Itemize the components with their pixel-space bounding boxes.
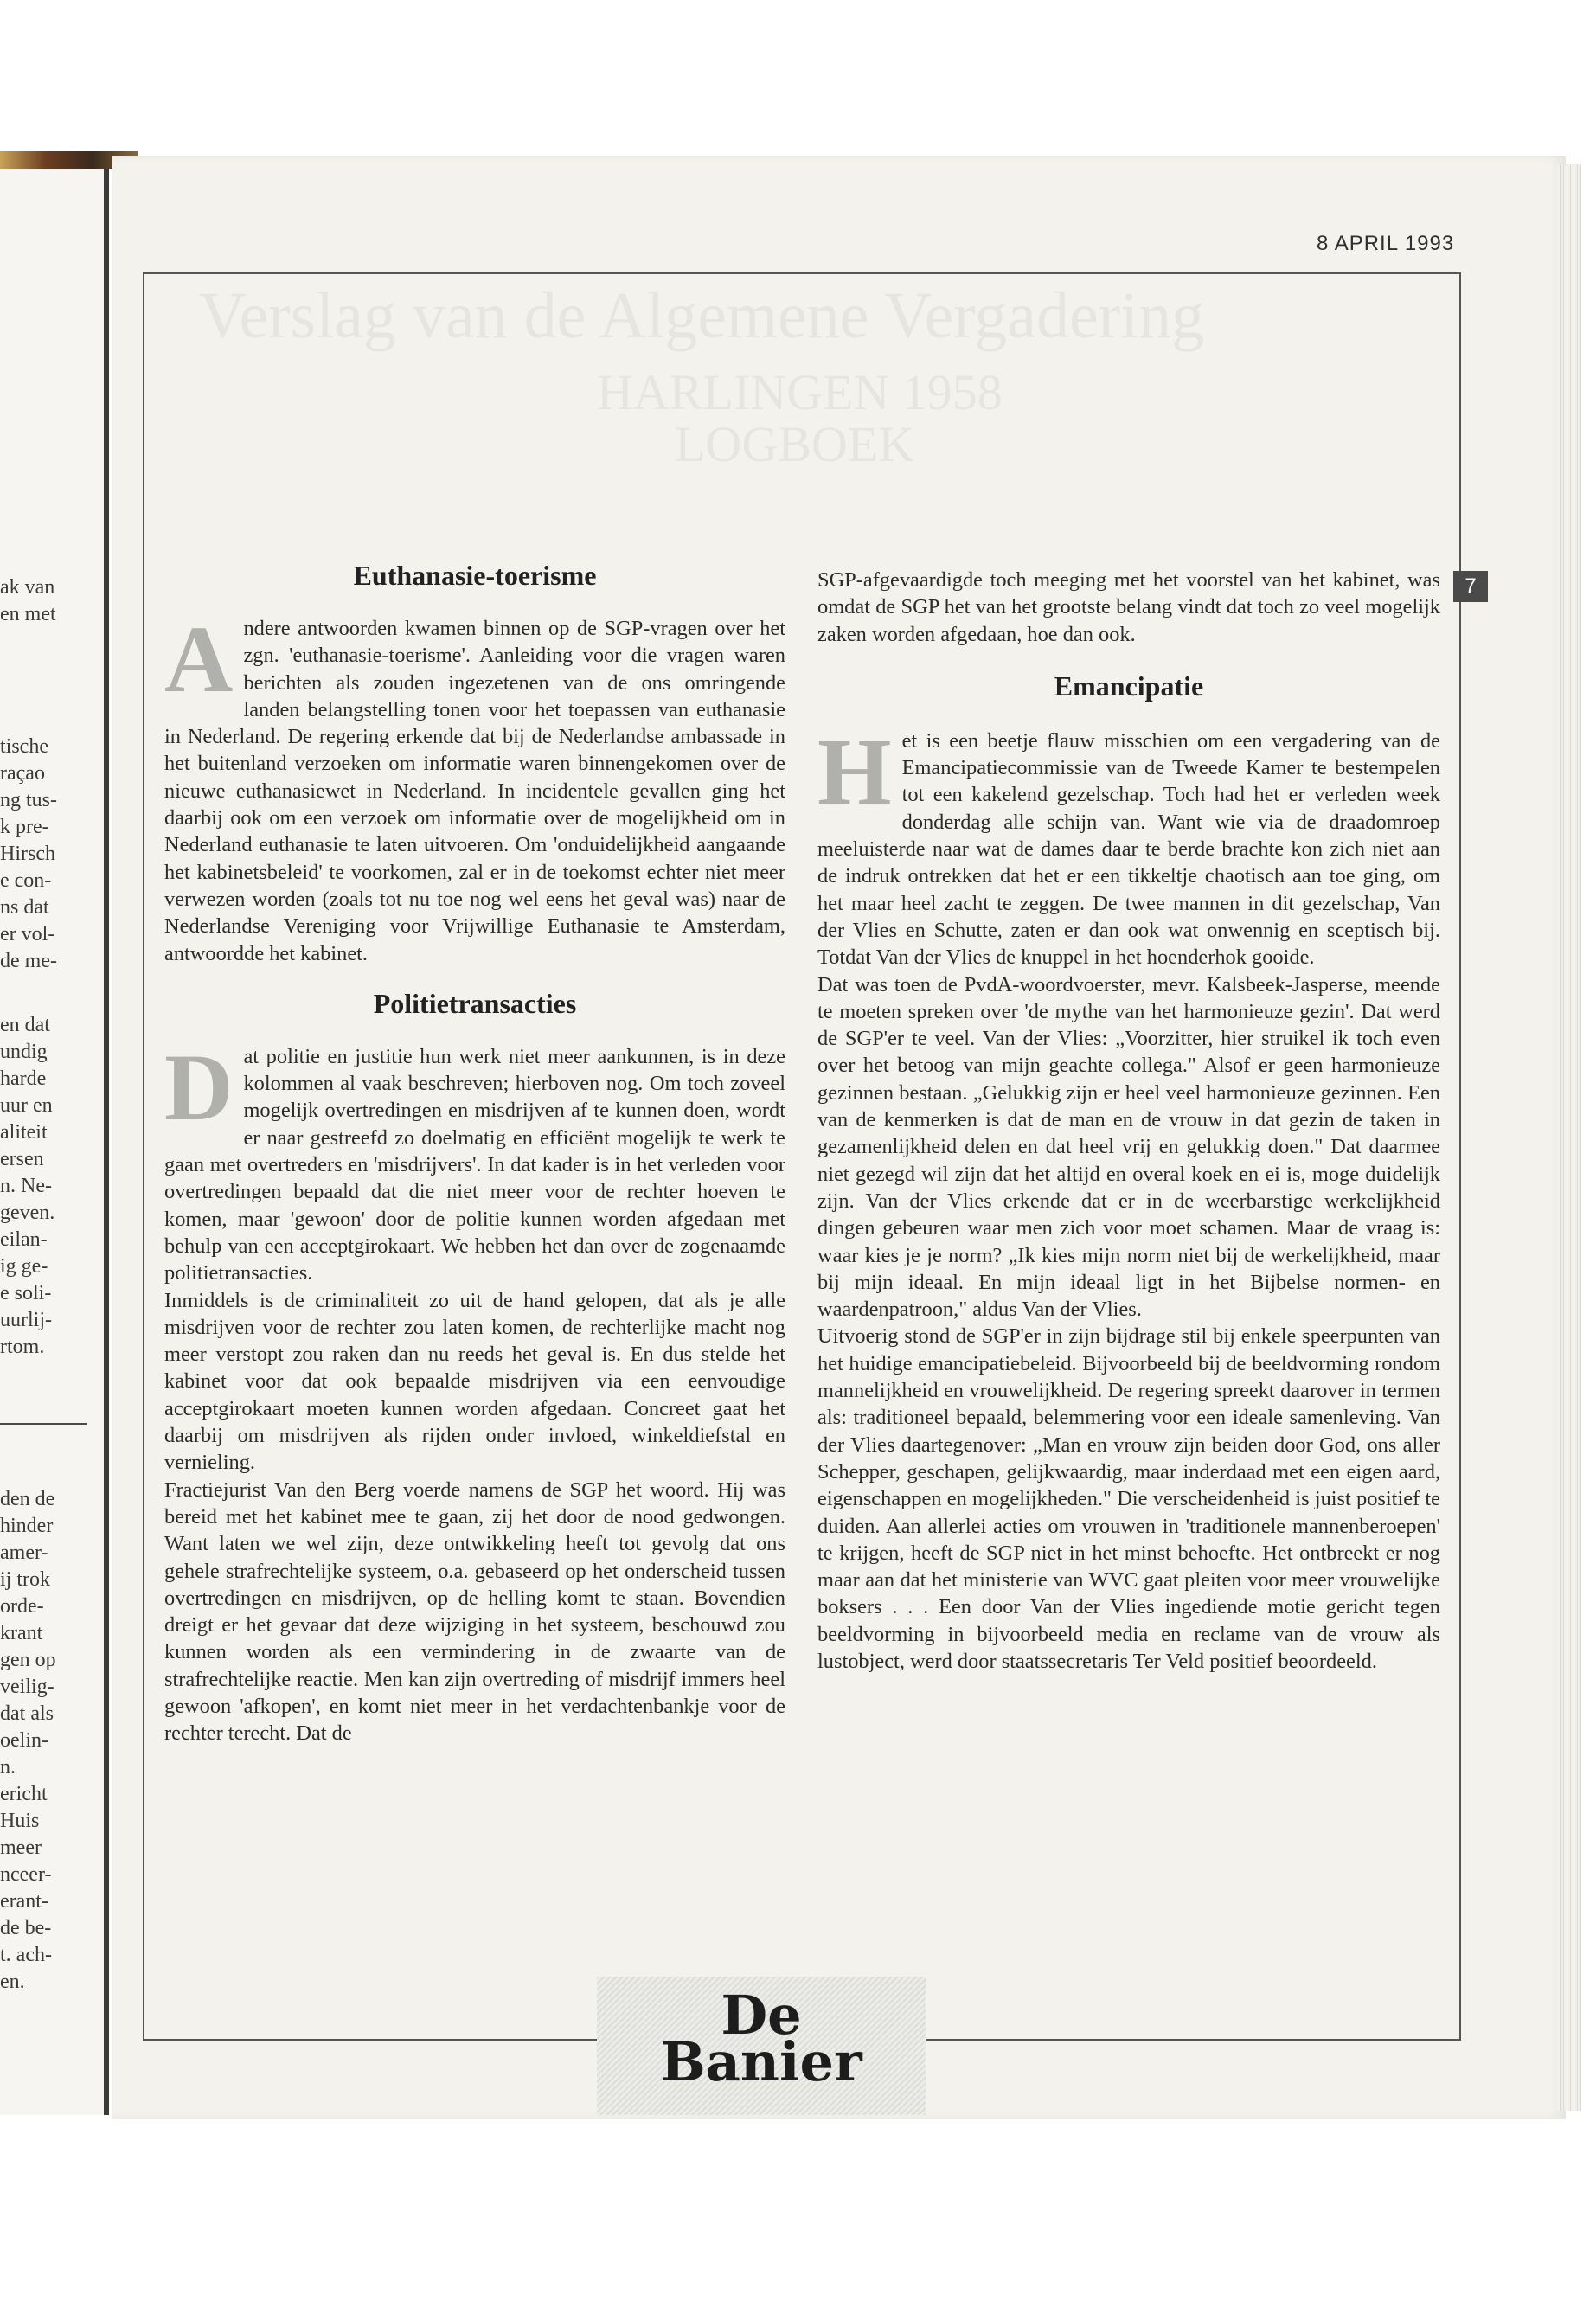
page-number: 7 [1453,571,1488,602]
left-page-divider [0,1423,87,1425]
left-column [164,558,785,1747]
article-body-politie-p2: Inmiddels is de criminaliteit zo uit de hand gelopen, dat als je alle misdrijven voor de rechter zou laten komen, de rechterlijke macht nog meer verstopt zou raken dan nu reeds het geval is. En dus stelde het kabinet voor dat ook bepaalde misdrijven via een eenvoudige acceptgirokaart moeten kunnen worden afgedaan. Concreet gaat het daarbij om misdrijven als rijden onder invloed, winkeldiefstal en vernieling. [164,1288,785,1475]
drop-cap: A [164,606,234,712]
article-title-euthanasie: Euthanasie-toerisme [353,560,597,591]
issue-date: 8 APRIL 1993 [1317,232,1455,255]
article-body-emancipatie-p1: Het is een beetje flauw misschien om een vergadering van de Emancipatiecommissie van de Tweede Kamer te bestempelen tot een kakelend gezelschap. Toch had het er verleden week donderdag alle schijn van. Want wie via de draadomroep meeluisterde naar wat de dames daar te berde brachte kon zich niet aan de indruk ontrekken dat het er een tikkeltje chaotisch aan toe ging, om het maar heel zacht te zeggen. De twee mannen in dit gezelschap, Van der Vlies en Schutte, zaten er dan ook wat onwennig en sceptisch bij. Totdat Van der Vlies de knuppel in het hoenderhok gooide. [817,718,1440,970]
left-page-fragment: ak van en met [0,576,56,625]
page-stack-edge [1557,164,1581,2111]
logo-wordmark: De Banier [660,1984,862,2093]
left-page-fragment: den de hinder amer- ij trok orde- krant gen op veilig- dat als oelin- n. ericht Huis meer nceer- erant- de be- t. ach- en. [0,1488,56,1993]
drop-cap: D [164,1034,234,1140]
article-body-emancipatie-p2: Dat was toen de PvdA-woordvoerster, mevr. Kalsbeek-Jasperse, meende te moeten spreken over 'de mythe van het harmonieuze gezin'. Dat werd de SGP'er te veel. Van der Vlies: „Voorzitter, hier struikel ik toch even over het betoog van mijn geachte collega." Alsof er geen harmonieuze gezinnen bestaan. „Gelukkig zijn er heel veel harmonieuze gezinnen. Een van de kenmerken is dat de man en de vrouw in dat gezin de taken in gezamenlijkheid delen en dat heel vrij en gelukkig doen." Dat daarmee niet gezegd wil zijn dat het altijd en overal koek en ei is, moge duidelijk zijn. Van der Vlies erkende dat er in de weerbarstige werkelijkheid dingen gebeuren waar men zich voor moet schamen. Maar de vraag is: waar kies je je norm? „Ik kies mijn norm niet bij de werkelijkheid, maar bij mijn ideaal. En mijn ideaal ligt in het Bijbelse normen- en waardenpatroon," aldus Van der Vlies. [817,972,1440,1322]
show-through-text: HARLINGEN 1958 [597,364,1003,420]
article-body-politie-p3: Fractiejurist Van den Berg voerde namens de SGP het woord. Hij was bereid met het kabinet mee te gaan, zij het door de nood gedwongen. Want laten we wel zijn, deze ontwikkeling heeft tot gevolg dat ons gehele strafrechtelijke systeem, o.a. gebaseerd op het onderscheid tussen overtredingen en misdrijven, op de helling komt te staan. Bovendien dreigt er het gevaar dat deze wijziging in het systeem, beschouwd zou kunnen worden als een vermindering in de zwaarte van de strafrechtelijke reactie. Men kan zijn overtreding of misdrijf immers heel gewoon 'afkopen', en komt niet meer in het verdachtenbankje voor de rechter terecht. Dat de [164,1477,785,1746]
article-body-emancipatie-p3: Uitvoerig stond de SGP'er in zijn bijdrage stil bij enkele speerpunten van het huidige emancipatiebeleid. Bijvoorbeeld bij de beeldvorming rondom mannelijkheid en vrouwelijkheid. De regering spreekt daarover in termen als: traditioneel bepaald, belemmering voor een ideale samenleving. Van der Vlies daartegenover: „Man en vrouw zijn beiden door God, ons aller Schepper, geschapen, gelijkwaardig, maar inderdaad met een eigen aard, eigenschappen en mogelijkheden." Die verscheidenheid is juist positief te duiden. Aan allerlei acties om vrouwen in 'traditionele mannenberoepen' te krijgen, heeft de SGP niet in het minst behoefte. Het ontbreekt er nog maar aan dat het ministerie van WVC gaat pleiten voor meer vrouwelijke boksers . . . Een door Van der Vlies ingediende motie gericht tegen beeldvorming in bijvoorbeeld media en reclame van de vrouw als lustobject, werd door staatssecretaris Ter Veld positief beoordeeld. [817,1324,1440,1673]
article-body-politie-p1: Dat politie en justitie hun werk niet meer aankunnen, is in deze kolommen al vaak beschreven; hierboven nog. Om toch zoveel mogelijk overtredingen en misdrijven af te kunnen doen, wordt er naar gestreefd zo doelmatig en efficiënt mogelijk te werk te gaan met overtreders en 'misdrijvers'. In dat kader is in het verleden voor overtredingen bepaald dat die niet meer voor de rechter hoeven te komen, maar 'gewoon' door de politie kunnen worden afgedaan met behulp van een acceptgirokaart. We hebben het dan over de zogenaamde politietransacties. [164,1034,785,1285]
de-banier-logo [597,1977,926,2115]
article-body-euthanasie: Andere antwoorden kwamen binnen op de SGP-vragen over het zgn. 'euthanasie-toerisme'. Aanleiding voor die vragen waren berichten als zouden ingezetenen van de ons omringende landen belangstelling tonen voor het toepassen van euthanasie in Nederland. De regering erkende dat bij de Nederlandse ambassade in het buitenland verzoeken om informatie waren binnengekomen over de nieuwe euthanasiewet in Nederland. In incidentele gevallen ging het daarbij ook om een verzoek om informatie over de mogelijkheid om in Nederland euthanasie te laten uitvoeren. Om 'onduidelijkheid aangaande het kabinetsbeleid' te voorkomen, zal er in de toekomst echter niet meer verwezen worden (zoals tot nu toe nog wel eens het geval was) naar de Nederlandse Vereniging voor Vrijwillige Euthanasie te Amsterdam, antwoordde het kabinet. [164,606,785,965]
article-title-politie: Politietransacties [373,987,577,1019]
right-column [817,567,1440,1675]
drop-cap: H [817,718,892,824]
article-body-politie-continued: SGP-afgevaardigde toch meeging met het voorstel van het kabinet, was omdat de SGP het van het grootste belang vindt dat toch zo veel mogelijk zaken worden afgedaan, hoe dan ook. [817,568,1440,646]
show-through-text: LOGBOEK [675,416,915,472]
left-page-fragment: en dat undig harde uur en aliteit ersen n. Ne- geven. eilan- ig ge- e soli- uurlij- rtom. [0,1014,55,1358]
article-title-emancipatie: Emancipatie [1054,670,1204,702]
left-page-fragment: tische raçao ng tus- k pre- Hirsch e con- ns dat er vol- de me- [0,735,57,972]
show-through-text: Verslag van de Algemene Vergadering [199,279,1205,352]
